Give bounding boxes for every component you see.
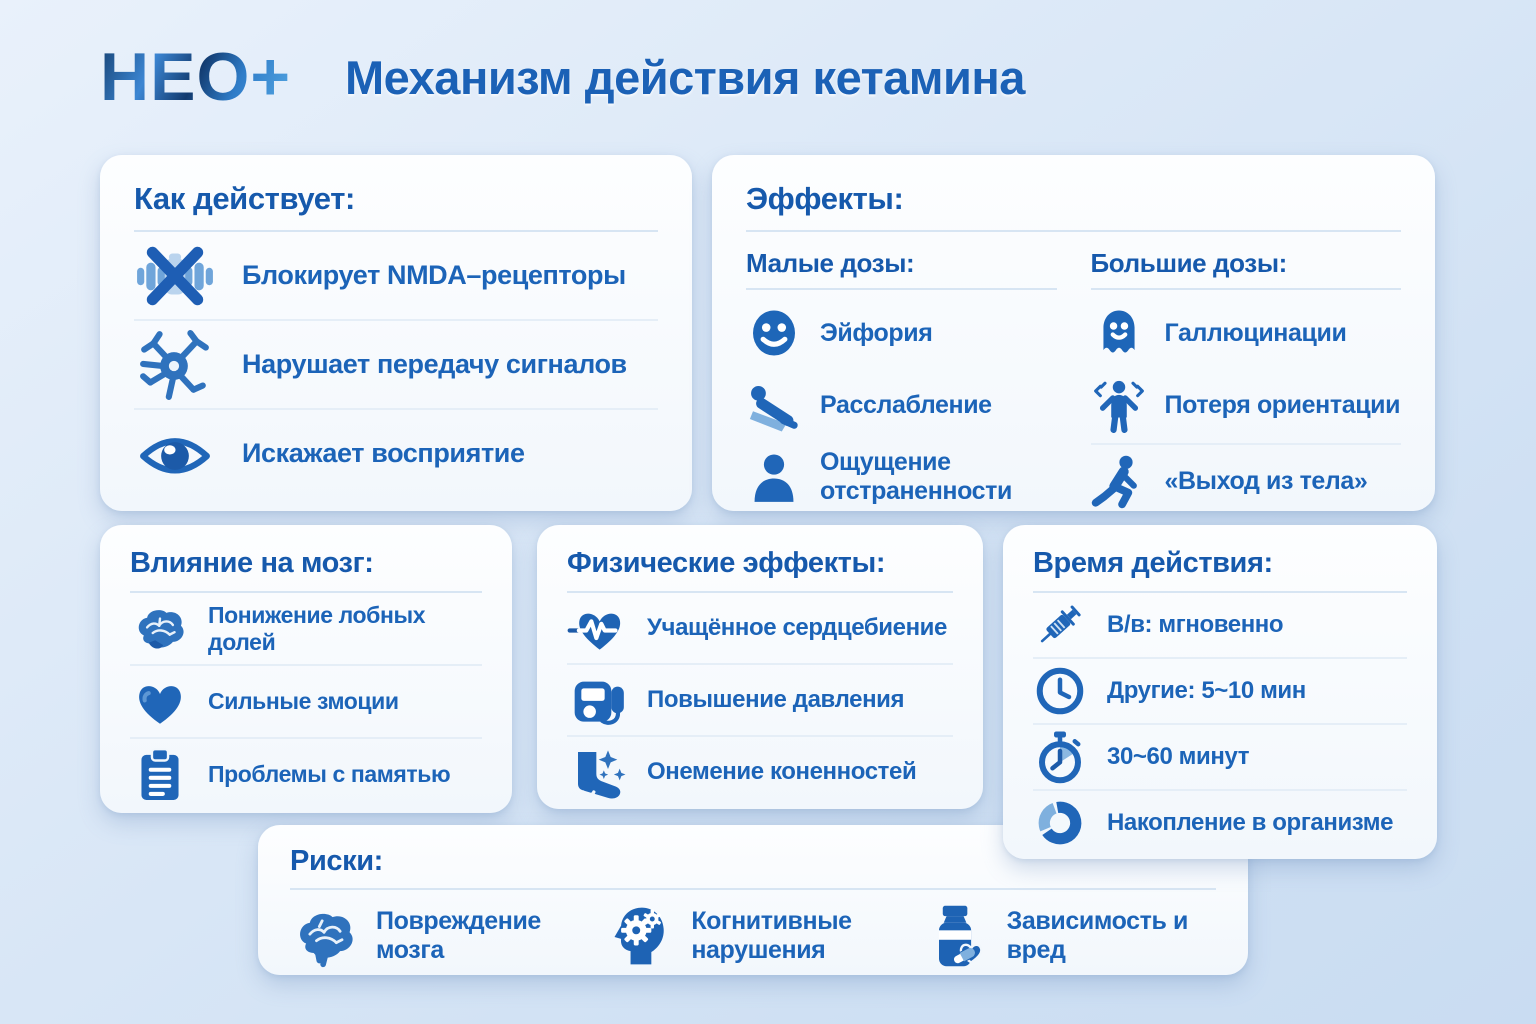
- numb-foot-icon: [567, 742, 629, 802]
- blood-pressure-icon: [567, 670, 629, 730]
- large-doses-column: [1091, 244, 1402, 517]
- list-item: [1033, 725, 1407, 791]
- card-duration: [1003, 525, 1437, 859]
- neo-plus-logo: НЕО+: [100, 39, 292, 115]
- page-title: Механизм действия кетамина: [345, 51, 1025, 104]
- person-icon: [746, 449, 802, 505]
- risks-items: [290, 890, 1216, 970]
- list-item: [1033, 593, 1407, 659]
- item-label: Расслабление: [820, 390, 992, 419]
- list-item: [1033, 791, 1407, 855]
- list-item: [567, 665, 953, 737]
- item-label: Учащённое сердцебиение: [647, 614, 947, 642]
- clipboard-icon: [130, 746, 190, 804]
- list-item: [746, 441, 1057, 513]
- accumulation-chart-icon: [1033, 796, 1087, 850]
- card-heading: Эффекты:: [746, 181, 1401, 232]
- list-item: [746, 369, 1057, 441]
- item-label: Накопление в организме: [1107, 809, 1394, 837]
- list-item: [567, 737, 953, 807]
- item-label: Эйфория: [820, 318, 933, 347]
- pill-bottle-icon: [921, 902, 991, 970]
- list-item: [746, 290, 1057, 369]
- damaged-brain-icon: [290, 902, 360, 970]
- disoriented-person-icon: [1091, 377, 1147, 433]
- list-item: [567, 593, 953, 665]
- item-label: Понижение лобных долей: [208, 602, 426, 655]
- card-heading: Физические эффекты:: [567, 547, 953, 593]
- card-physical-effects: [537, 525, 983, 809]
- head-gears-icon: [605, 902, 675, 970]
- item-label: В/в: мгновенно: [1107, 611, 1284, 639]
- card-heading: Влияние на мозг:: [130, 547, 482, 593]
- card-brain-influence: [100, 525, 512, 813]
- stopwatch-icon: [1033, 730, 1087, 784]
- heart-pulse-icon: [567, 598, 629, 658]
- list-item: [130, 739, 482, 810]
- effects-columns: [746, 232, 1401, 517]
- item-label: Искажает восприятие: [242, 437, 525, 468]
- card-effects: [712, 155, 1435, 511]
- eye-icon: [134, 417, 216, 491]
- item-label: Галлюцинации: [1164, 318, 1347, 347]
- item-label: Зависимость и вред: [1006, 907, 1188, 964]
- item-label: 30~60 минут: [1107, 743, 1250, 771]
- item-label: Нарушает передачу сигналов: [242, 348, 627, 379]
- card-how-it-works: [100, 155, 692, 511]
- syringe-icon: [1033, 598, 1087, 652]
- list-item: [134, 232, 658, 321]
- item-label: Другие: 5~10 мин: [1107, 677, 1306, 705]
- list-item: [1091, 369, 1402, 441]
- list-item: [1033, 659, 1407, 725]
- item-label: Ощущение отстраненности: [820, 448, 1012, 505]
- clock-icon: [1033, 664, 1087, 718]
- floating-person-icon: [1091, 453, 1147, 509]
- column-heading: Большие дозы:: [1091, 244, 1402, 290]
- item-label: Онемение коненностей: [647, 758, 917, 786]
- item-label: Потеря ориентации: [1164, 390, 1401, 419]
- item-label: Проблемы с памятью: [208, 761, 451, 788]
- list-item: [921, 902, 1216, 970]
- item-label: Повреждение мозга: [376, 907, 541, 964]
- list-item: [134, 321, 658, 410]
- item-label: «Выход из тела»: [1164, 466, 1368, 495]
- smiley-icon: [746, 305, 802, 361]
- relaxing-person-icon: [746, 377, 802, 433]
- list-item: [290, 902, 585, 970]
- list-item: [605, 902, 900, 970]
- list-item: [134, 410, 658, 497]
- item-label: Сильные змоции: [208, 688, 399, 715]
- small-doses-column: [746, 244, 1057, 517]
- list-item: [130, 593, 482, 666]
- nmda-receptor-blocked-icon: [134, 239, 216, 313]
- item-label: Когнитивные нарушения: [691, 907, 852, 964]
- brain-icon: [130, 600, 190, 658]
- column-heading: Малые дозы:: [746, 244, 1057, 290]
- card-heading: Как действует:: [134, 181, 658, 232]
- list-item: [1091, 443, 1402, 517]
- list-item: [1091, 290, 1402, 369]
- ghost-icon: [1091, 305, 1147, 361]
- item-label: Повышение давления: [647, 686, 905, 714]
- heart-icon: [130, 673, 190, 731]
- card-heading: Риски:: [290, 845, 1216, 890]
- card-heading: Время действия:: [1033, 547, 1407, 593]
- neuron-icon: [134, 328, 216, 402]
- item-label: Блокирует NMDA–рецепторы: [242, 259, 626, 290]
- list-item: [130, 666, 482, 739]
